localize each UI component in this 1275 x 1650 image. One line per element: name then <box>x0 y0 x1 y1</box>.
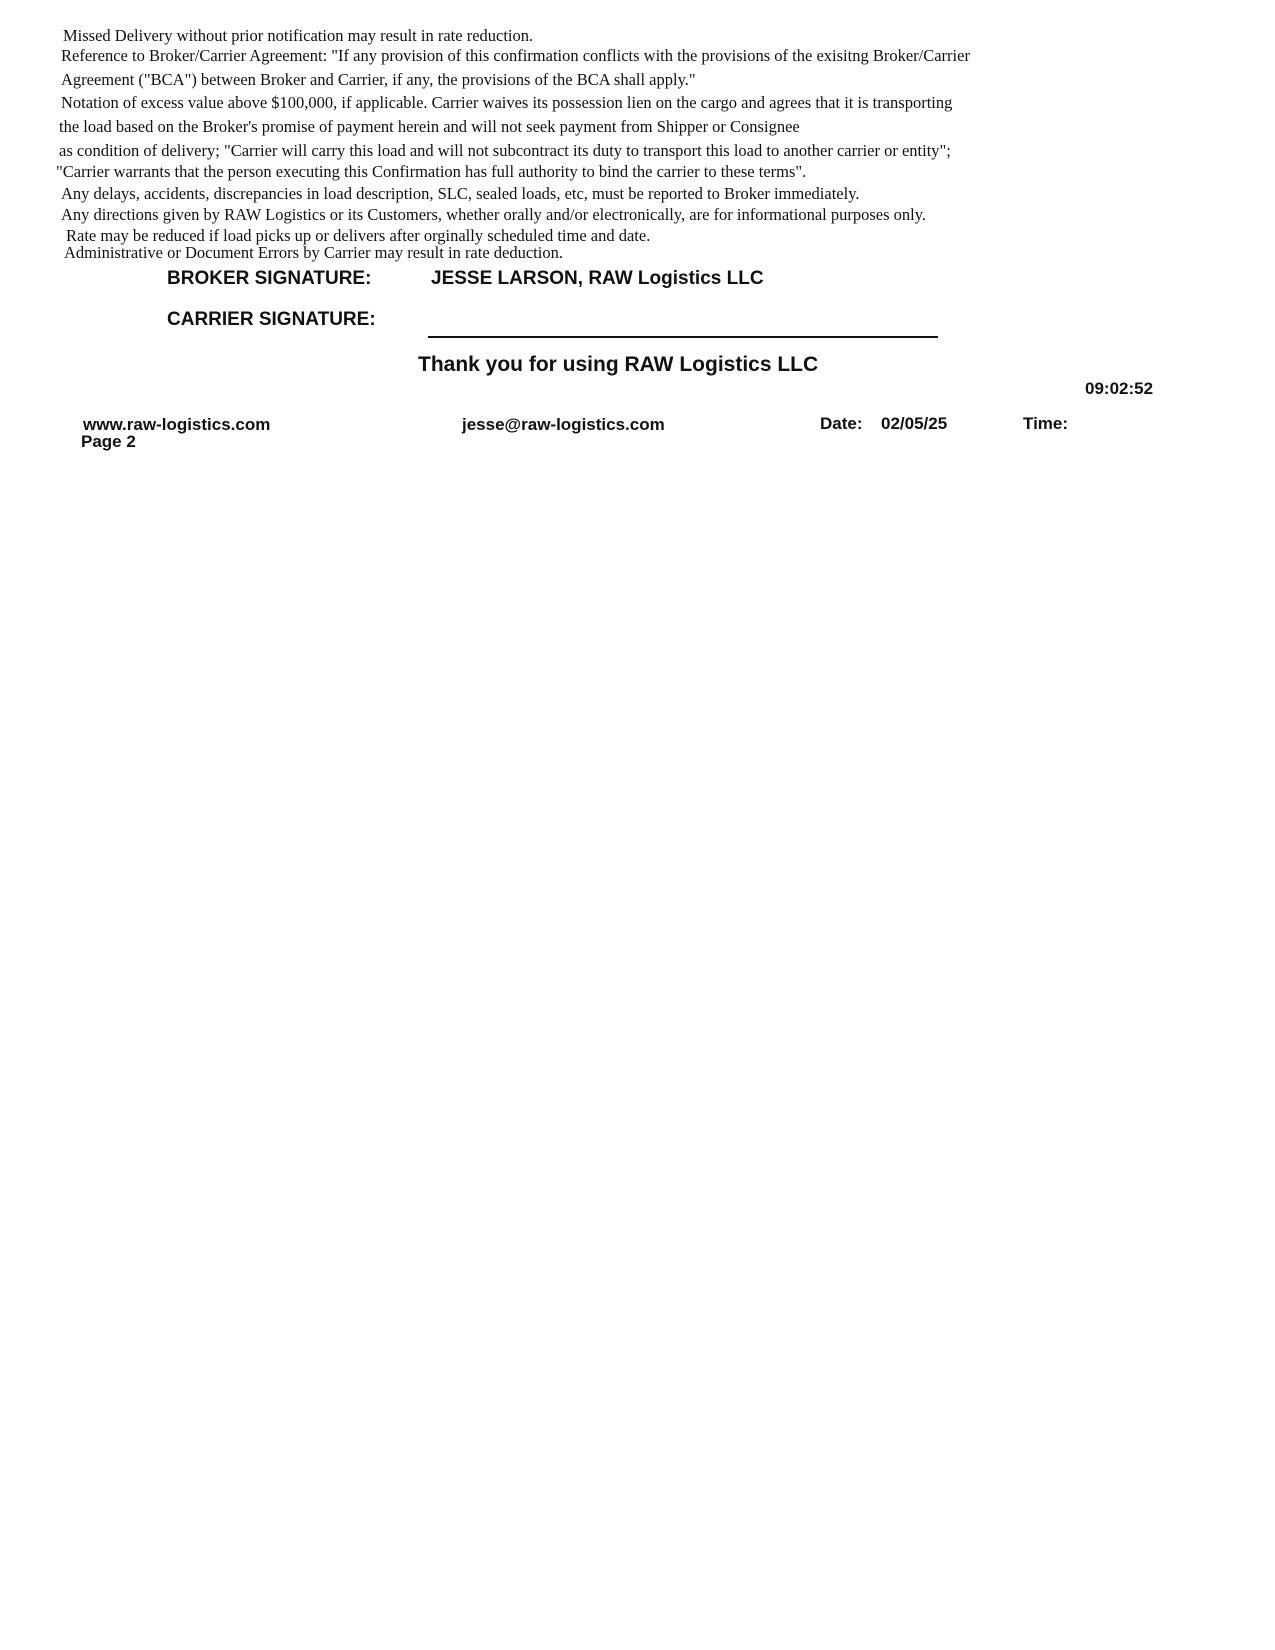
term-line-bca-reference: Reference to Broker/Carrier Agreement: "If any provision of this confirmation conflicts with the provisions of the exisitng Broker/Carrier <box>61 46 970 65</box>
term-line-authority: "Carrier warrants that the person executing this Confirmation has full authority to bind the carrier to these terms". <box>56 162 807 181</box>
terms-and-conditions <box>0 0 1275 270</box>
broker-signature-value: JESSE LARSON, RAW Logistics LLC <box>431 268 764 289</box>
term-line-bca-apply: Agreement ("BCA") between Broker and Carrier, if any, the provisions of the BCA shall apply." <box>61 70 696 89</box>
term-line-missed-delivery: Missed Delivery without prior notification may result in rate reduction. <box>63 26 534 45</box>
thank-you-message: Thank you for using RAW Logistics LLC <box>418 353 819 376</box>
carrier-signature-label: CARRIER SIGNATURE: <box>167 309 376 330</box>
term-line-directions: Any directions given by RAW Logistics or its Customers, whether orally and/or electronically, are for informational purposes only. <box>61 205 927 224</box>
footer-date-value: 02/05/25 <box>881 414 948 433</box>
term-line-no-subcontract: as condition of delivery; "Carrier will carry this load and will not subcontract its duty to transport this load to another carrier or entity"; <box>59 141 951 160</box>
footer-date-label: Date: <box>820 414 863 433</box>
term-line-report-delays: Any delays, accidents, discrepancies in load description, SLC, sealed loads, etc, must be reported to Broker immediately. <box>61 184 860 203</box>
term-line-rate-reduced: Rate may be reduced if load picks up or delivers after orginally scheduled time and date. <box>66 226 651 245</box>
term-line-admin-errors: Administrative or Document Errors by Carrier may result in rate deduction. <box>64 243 563 262</box>
footer-time-value: 09:02:52 <box>1085 379 1154 398</box>
broker-signature-label: BROKER SIGNATURE: <box>167 268 372 289</box>
carrier-signature-line <box>428 336 938 338</box>
footer-page-number: Page 2 <box>81 432 136 451</box>
term-line-excess-value: Notation of excess value above $100,000, if applicable. Carrier waives its possession lien on the cargo and agrees that it is transporting <box>61 93 953 112</box>
footer-time-label: Time: <box>1023 414 1069 433</box>
term-line-broker-payment: the load based on the Broker's promise of payment herein and will not seek payment from Shipper or Consignee <box>59 117 800 136</box>
footer-email: jesse@raw-logistics.com <box>462 415 665 434</box>
footer-website: www.raw-logistics.com <box>83 415 271 434</box>
